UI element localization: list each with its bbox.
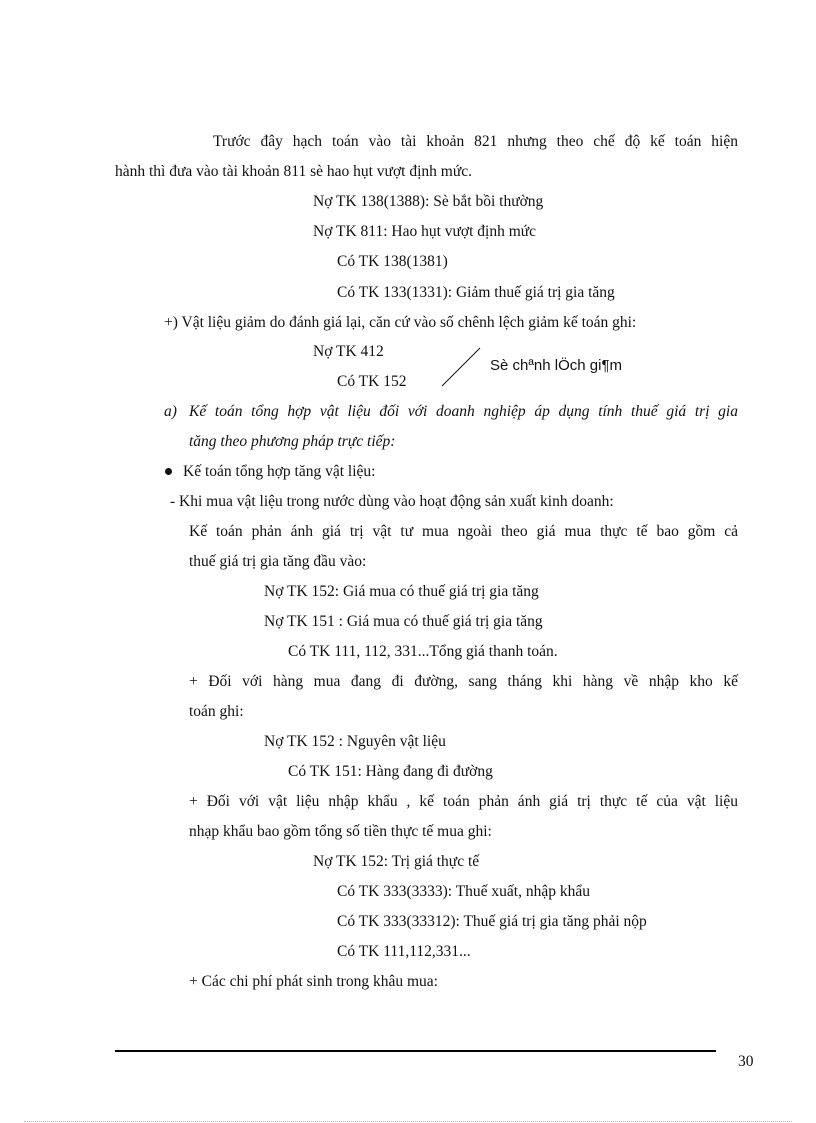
journal-entry-credit: Có TK 151: Hàng đang đi đường (288, 763, 493, 780)
journal-entry-credit: Có TK 333(3333): Thuế xuất, nhập khẩu (337, 883, 590, 900)
entry-note: Sè chªnh lÖch gi¶m (490, 357, 622, 374)
journal-entry-debit: Nợ TK 138(1388): Sè bắt bồi thường (313, 193, 544, 210)
bullet-item: Kế toán tổng hợp tăng vật liệu: (183, 463, 376, 480)
journal-entry-credit: Có TK 111,112,331... (337, 943, 471, 960)
page-number: 30 (738, 1053, 754, 1070)
journal-entry-debit: Nợ TK 412 (313, 343, 384, 360)
section-heading: Kế toán tổng hợp vật liệu đối với doanh nghiệp áp dụng tính thuế giá trị gia (189, 403, 738, 420)
paragraph-line: nhạp khẩu bao gồm tổng số tiền thực tế mua ghi: (189, 823, 492, 840)
journal-entry-debit: Nợ TK 151 : Giá mua có thuế giá trị gia tăng (264, 613, 543, 630)
paragraph-line: + Đối với vật liệu nhập khẩu , kế toán phản ánh giá trị thực tế của vật liệu (189, 793, 738, 810)
journal-entry-debit: Nợ TK 152 : Nguyên vật liệu (264, 733, 446, 750)
bullet-icon (165, 468, 172, 475)
paragraph-line: toán ghi: (189, 703, 244, 720)
journal-entry-debit: Nợ TK 152: Trị giá thực tế (313, 853, 480, 870)
journal-entry-credit: Có TK 133(1331): Giảm thuế giá trị gia tăng (337, 284, 615, 301)
dash-item: - Khi mua vật liệu trong nước dùng vào hoạt động sản xuất kinh doanh: (170, 493, 614, 510)
section-heading: tăng theo phương pháp trực tiếp: (189, 433, 396, 450)
paragraph-line: Trước đây hạch toán vào tài khoản 821 nhưng theo chế độ kế toán hiện (213, 133, 738, 150)
paragraph-line: +) Vật liệu giảm do đánh giá lại, căn cứ vào số chênh lệch giảm kế toán ghi: (164, 314, 637, 331)
footer-rule (115, 1050, 716, 1052)
journal-entry-credit: Có TK 111, 112, 331...Tổng giá thanh toán. (288, 643, 558, 660)
paragraph-line: Kế toán phản ánh giá trị vật tư mua ngoài theo giá mua thực tế bao gồm cả (189, 523, 738, 540)
paragraph-line: + Các chi phí phát sinh trong khâu mua: (189, 973, 438, 990)
journal-entry-credit: Có TK 138(1381) (337, 253, 448, 270)
journal-entry-debit: Nợ TK 152: Giá mua có thuế giá trị gia tăng (264, 583, 539, 600)
journal-entry-credit: Có TK 333(33312): Thuế giá trị gia tăng phải nộp (337, 913, 647, 930)
paragraph-line: thuế giá trị gia tăng đầu vào: (189, 553, 367, 570)
journal-entry-debit: Nợ TK 811: Hao hụt vượt định mức (313, 223, 537, 240)
paragraph-line: + Đối với hàng mua đang đi đường, sang tháng khi hàng về nhập kho kế (189, 673, 738, 690)
diagonal-line (440, 346, 482, 388)
page-edge-divider (24, 1121, 792, 1122)
heading-marker: a) (164, 403, 177, 420)
journal-entry-credit: Có TK 152 (337, 373, 407, 390)
